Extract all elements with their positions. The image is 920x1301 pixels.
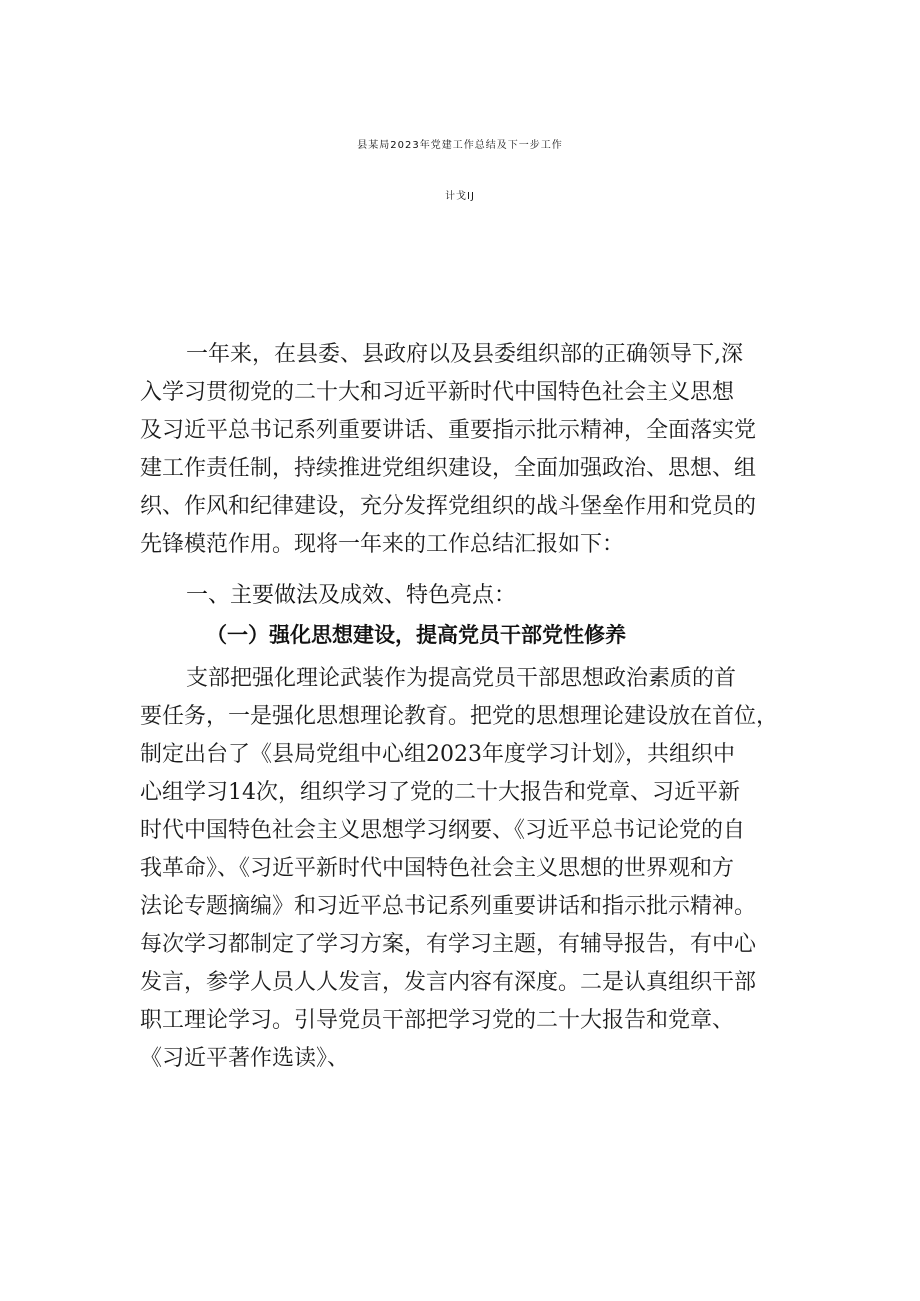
intro-line-3: 及习近平总书记系列重要讲话、重要指示批示精神，全面落实党 <box>140 418 757 443</box>
body-line-8: 每次学习都制定了学习方案，有学习主题，有辅导报告，有中心 <box>140 932 757 957</box>
body-line-2: 要任务，一是强化思想理论教育。把党的思想理论建设放在首位， <box>140 704 779 729</box>
body-line-1: 支部把强化理论武装作为提高党员干部思想政治素质的首 <box>186 666 737 691</box>
subsection-heading: （一）强化思想建设，提高党员干部党性修养 <box>206 623 626 647</box>
body-line-9: 发言，参学人员人人发言，发言内容有深度。二是认真组织干部 <box>140 970 757 995</box>
body-line-4: 心组学习14次，组织学习了党的二十大报告和党章、习近平新 <box>140 780 740 805</box>
section-heading: 一、主要做法及成效、特色亮点： <box>186 583 517 608</box>
intro-line-5: 织、作风和纪律建设，充分发挥党组织的战斗堡垒作用和党员的 <box>140 494 757 519</box>
intro-line-1: 一年来，在县委、县政府以及县委组织部的正确领导下,深 <box>186 342 743 367</box>
body-line-6: 我革命》、《习近平新时代中国特色社会主义思想的世界观和方 <box>140 856 735 881</box>
document-title-line-1: 县某局2023年党建工作总结及下一步工作 <box>357 140 563 151</box>
body-line-7: 法论专题摘编》和习近平总书记系列重要讲话和指示批示精神。 <box>140 894 757 919</box>
intro-line-2: 入学习贯彻党的二十大和习近平新时代中国特色社会主义思想 <box>140 380 735 405</box>
body-line-5: 时代中国特色社会主义思想学习纲要、《习近平总书记论党的自 <box>140 818 746 843</box>
intro-line-6: 先锋模范作用。现将一年来的工作总结汇报如下： <box>140 532 625 557</box>
body-line-10: 职工理论学习。引导党员干部把学习党的二十大报告和党章、 <box>140 1008 735 1033</box>
body-line-11: 《习近平著作选读》、 <box>140 1046 350 1071</box>
intro-line-4: 建工作责任制，持续推进党组织建设，全面加强政治、思想、组 <box>140 456 757 481</box>
document-title-line-2: 计戈IJ <box>445 191 475 202</box>
body-line-3: 制定出台了《县局党组中心组2023年度学习计划》，共组织中 <box>140 742 735 767</box>
